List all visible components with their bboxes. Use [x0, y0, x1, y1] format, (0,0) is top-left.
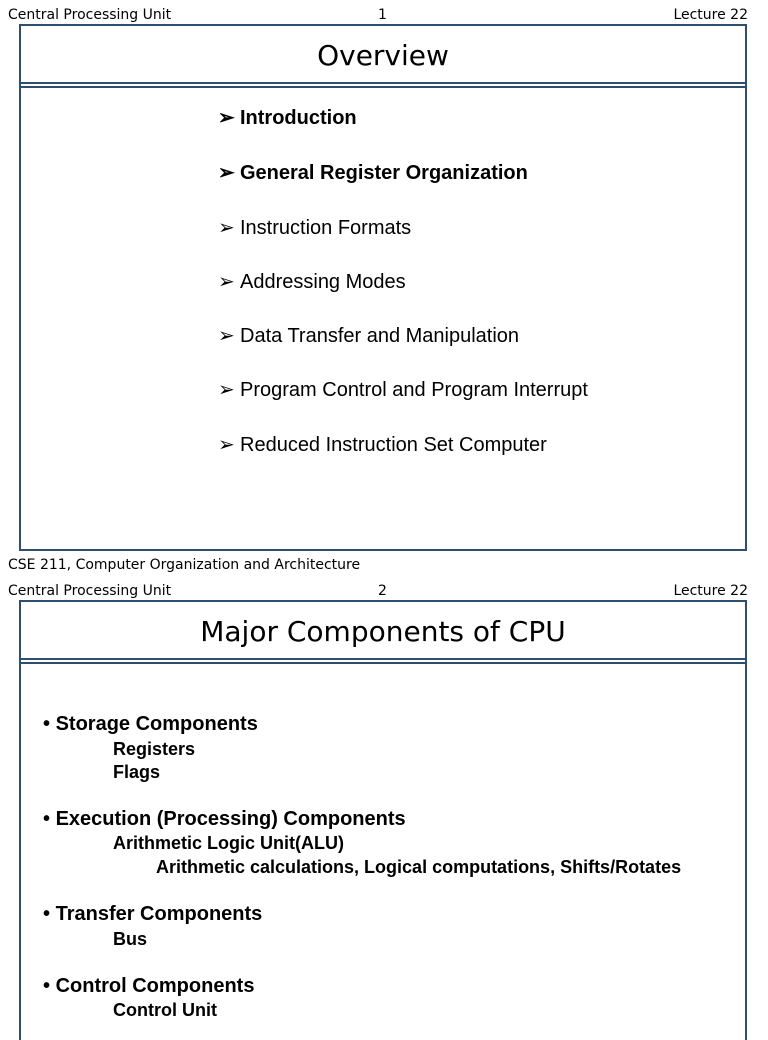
- heading-text: Control Components: [55, 975, 255, 997]
- subitem-alu-operations: Arithmetic calculations, Logical computations, Shifts/Rotates: [156, 857, 682, 877]
- heading-text: Storage Components: [55, 713, 258, 735]
- arrow-bullet-icon: ➢: [218, 379, 235, 401]
- bullet-text: Instruction Formats: [240, 217, 412, 239]
- title-divider: [21, 662, 745, 664]
- header-lecture-number: Lecture 22: [673, 583, 748, 599]
- heading-text: Transfer Components: [55, 903, 263, 925]
- header-page-number: 2: [378, 583, 387, 599]
- slide-title: Overview: [317, 39, 449, 72]
- header-course-title: Central Processing Unit: [8, 583, 172, 599]
- bullet-text: Program Control and Program Interrupt: [240, 379, 588, 401]
- bullet-addressing-modes: [218, 270, 406, 294]
- execution-components-heading: [43, 807, 406, 831]
- bullet-program-control: [218, 378, 588, 402]
- major-components-slide: [19, 600, 747, 1040]
- item-registers: Registers: [113, 739, 196, 759]
- heading-text: Execution (Processing) Components: [55, 808, 406, 830]
- transfer-components-heading: [43, 902, 262, 926]
- storage-components-heading: [43, 712, 258, 736]
- header-lecture-number: Lecture 22: [673, 7, 748, 23]
- bullet-text: Reduced Instruction Set Computer: [240, 434, 547, 456]
- bullet-dot-icon: •: [43, 808, 51, 830]
- arrow-bullet-icon: ➢: [218, 162, 235, 184]
- arrow-bullet-icon: ➢: [218, 107, 235, 129]
- bullet-text: General Register Organization: [240, 162, 528, 184]
- item-flags: Flags: [113, 762, 161, 782]
- title-divider: [21, 86, 745, 88]
- title-divider: [21, 82, 745, 84]
- bullet-dot-icon: •: [43, 975, 51, 997]
- bullet-text: Introduction: [240, 107, 357, 129]
- bullet-general-register-organization: [218, 161, 528, 185]
- bullet-dot-icon: •: [43, 713, 51, 735]
- bullet-text: Addressing Modes: [240, 271, 406, 293]
- arrow-bullet-icon: ➢: [218, 271, 235, 293]
- arrow-bullet-icon: ➢: [218, 434, 235, 456]
- bullet-introduction: [218, 106, 357, 130]
- title-divider: [21, 658, 745, 660]
- item-control-unit: Control Unit: [113, 1000, 217, 1020]
- bullet-data-transfer: [218, 324, 519, 348]
- bullet-text: Data Transfer and Manipulation: [240, 325, 520, 347]
- bullet-risc: [218, 433, 547, 457]
- bullet-dot-icon: •: [43, 903, 51, 925]
- page2-header: [8, 582, 748, 600]
- item-bus: Bus: [113, 929, 148, 949]
- item-alu: Arithmetic Logic Unit(ALU): [113, 833, 344, 853]
- arrow-bullet-icon: ➢: [218, 217, 235, 239]
- overview-slide: [19, 24, 747, 551]
- control-components-heading: [43, 974, 254, 998]
- arrow-bullet-icon: ➢: [218, 325, 235, 347]
- slide-title: Major Components of CPU: [200, 615, 566, 648]
- page1-footer: CSE 211, Computer Organization and Architecture: [8, 557, 361, 573]
- bullet-instruction-formats: [218, 216, 411, 240]
- header-course-title: Central Processing Unit: [8, 7, 172, 23]
- header-page-number: 1: [378, 7, 387, 23]
- page1-header: [8, 6, 748, 24]
